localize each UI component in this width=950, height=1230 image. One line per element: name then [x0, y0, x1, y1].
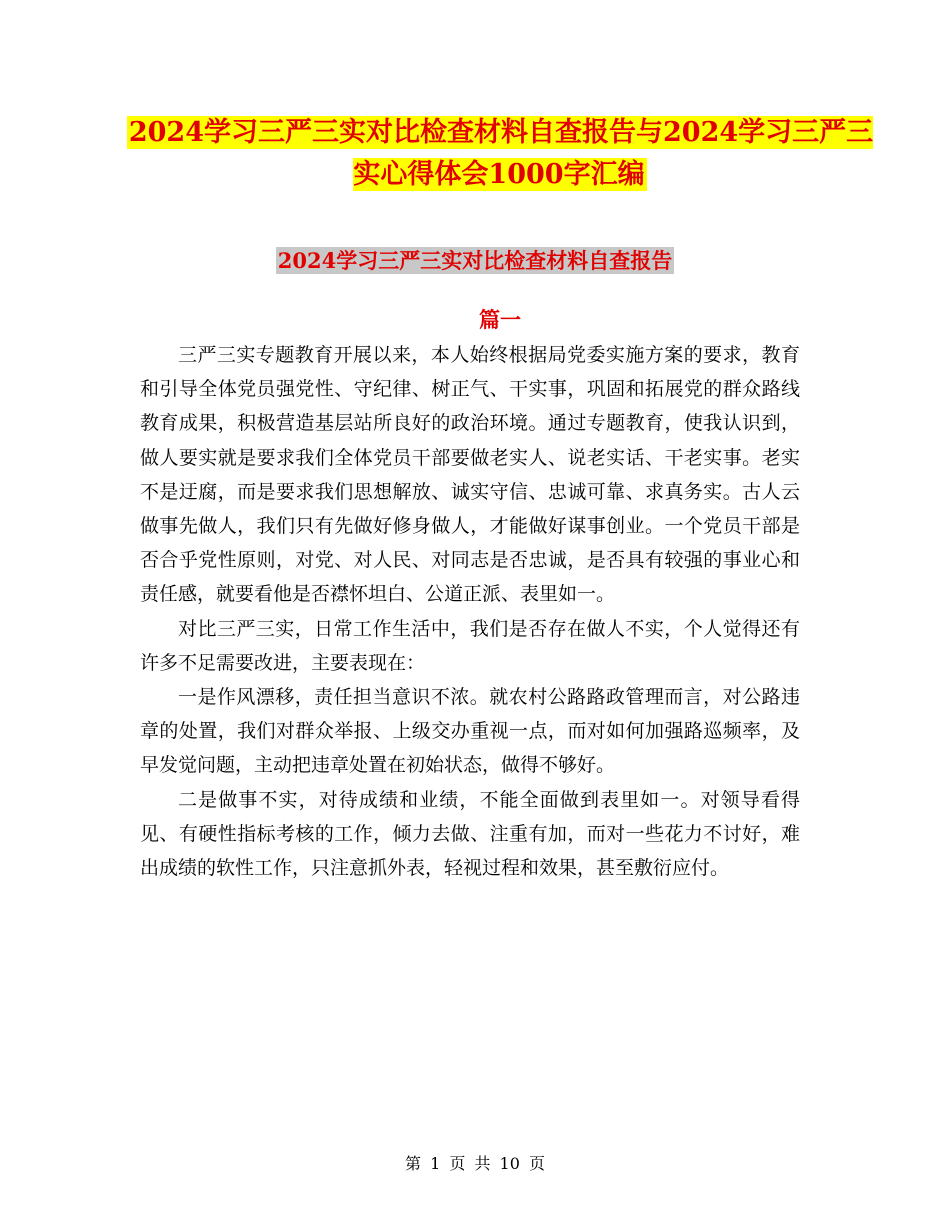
- body-text: [140, 338, 800, 885]
- report-subtitle: [120, 246, 830, 276]
- page-footer: 第 1 页 共 10 页: [405, 1154, 545, 1173]
- paragraph-3: 一是作风漂移，责任担当意识不浓。就农村公路路政管理而言，对公路违章的处置，我们对群众举报、上级交办重视一点，而对如何加强路巡频率，及早发觉问题，主动把违章处置在初始状态，做得不够好。: [140, 686, 800, 777]
- paragraph-4: 二是做事不实，对待成绩和业绩，不能全面做到表里如一。对领导看得见、有硬性指标考核的工作，倾力去做、注重有加，而对一些花力不讨好，难出成绩的软性工作，只注意抓外表，轻视过程和效果，甚至敷衍应付。: [140, 788, 800, 880]
- document-title: [120, 112, 880, 196]
- report-subtitle-text: 2024学习三严三实对比检查材料自查报告: [277, 248, 673, 273]
- paragraph-1: 三严三实专题教育开展以来，本人始终根据局党委实施方案的要求，教育和引导全体党员强党性、守纪律、树正气、干实事，巩固和拓展党的群众路线教育成果，积极营造基层站所良好的政治环境。通过专题教育，使我认识到，做人要实就是要求我们全体党员干部要做老实人、说老实话、干老实事。老实不是迂腐，而是要求我们思想解放、诚实守信、忠诚可靠、求真务实。古人云做事先做人，我们只有先做好修身做人，才能做好谋事创业。一个党员干部是否合乎党性原则，对党、对人民、对同志是否忠诚，是否具有较强的事业心和责任感，就要看他是否襟怀坦白、公道正派、表里如一。: [140, 344, 800, 606]
- section-heading: 篇一: [479, 307, 521, 332]
- paragraph-2: 对比三严三实，日常工作生活中，我们是否存在做人不实，个人觉得还有许多不足需要改进，主要表现在：: [140, 617, 800, 674]
- document-title-text: 2024学习三严三实对比检查材料自查报告与2024学习三严三实心得体会1000字汇编: [128, 117, 874, 190]
